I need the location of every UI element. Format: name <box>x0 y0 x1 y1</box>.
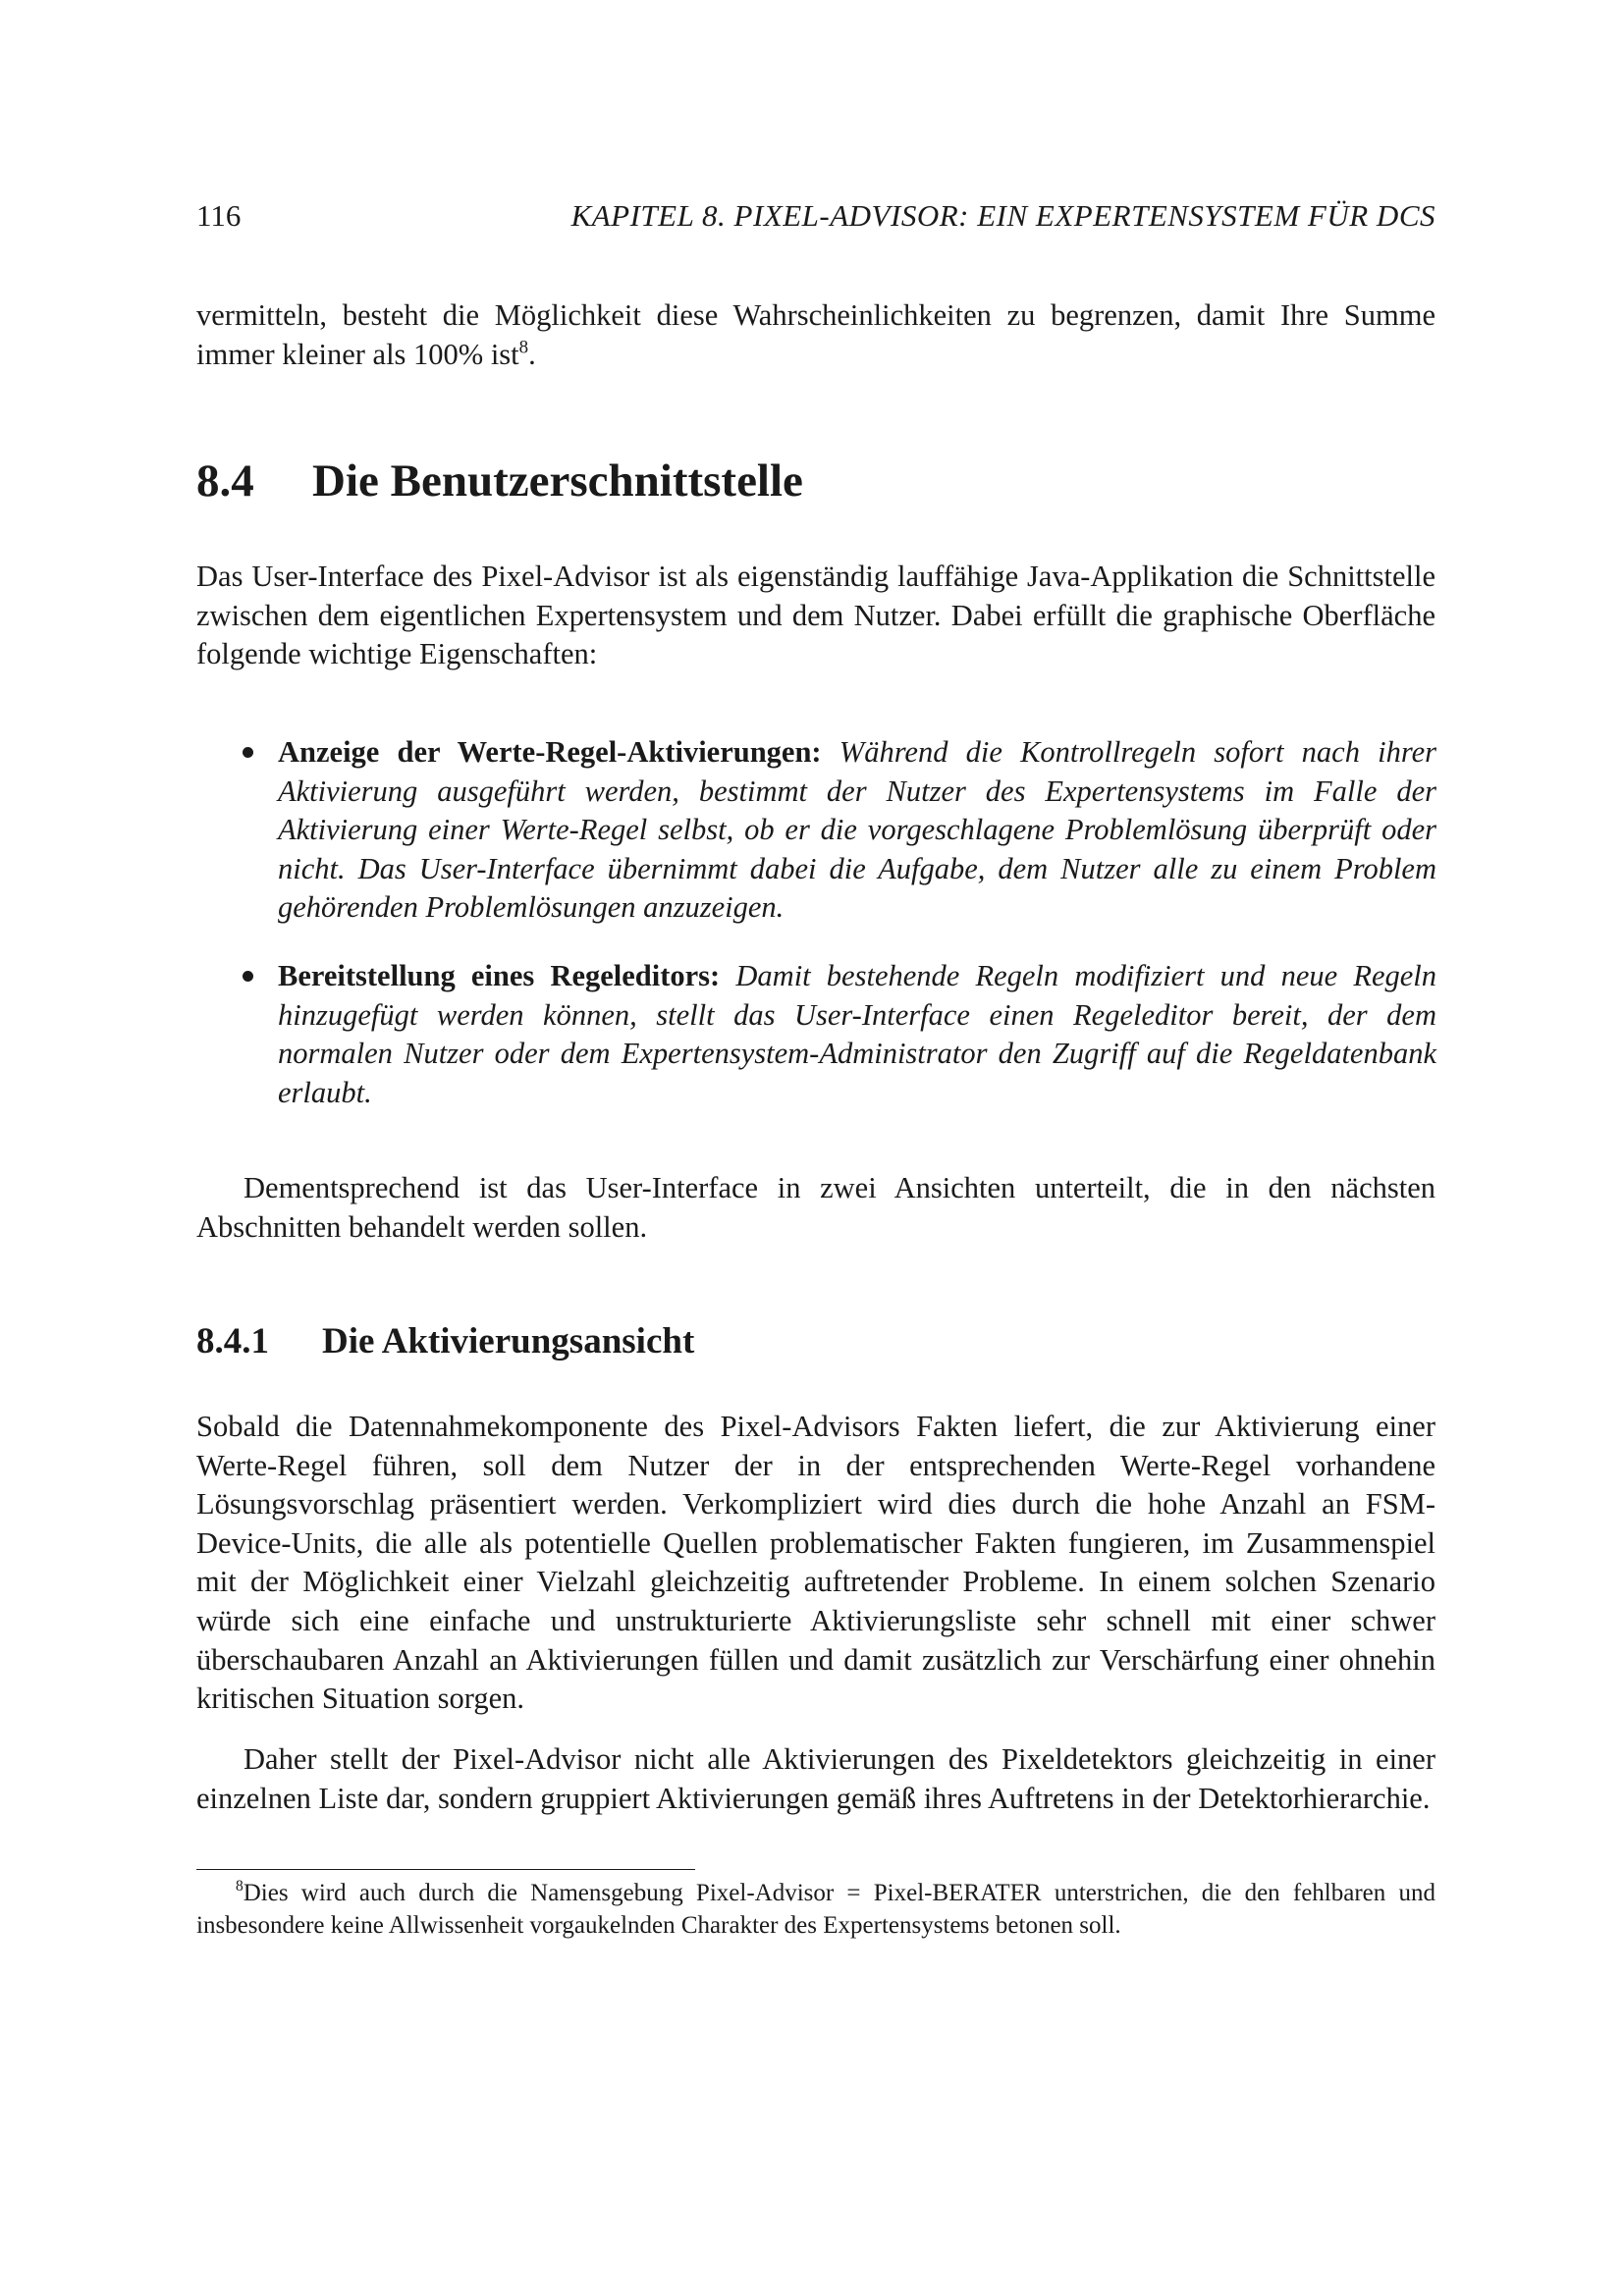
subsection-number: 8.4.1 <box>196 1321 269 1362</box>
bullet-label: Bereitstellung eines Regeleditors: <box>278 959 721 992</box>
bullet-item <box>278 957 1436 1112</box>
intro-paragraph <box>196 296 1435 374</box>
subsection-heading <box>196 1319 1435 1364</box>
intro-text: vermitteln, besteht die Möglichkeit diese Wahrscheinlichkeiten zu begrenzen, damit Ihre Summe immer kleiner als 100% ist <box>196 298 1435 371</box>
footnote-mark: 8 <box>236 1878 244 1896</box>
running-title: KAPITEL 8. PIXEL-ADVISOR: EIN EXPERTENSYSTEM FÜR DCS <box>570 198 1435 233</box>
subsection-paragraph: Daher stellt der Pixel-Advisor nicht alle Aktivierungen des Pixeldetektors gleichzeitig in einer einzelnen Liste dar, sondern gruppiert Aktivierungen gemäß ihres Auftretens in der Detektorhierarchie. <box>196 1742 1435 1815</box>
subsection-paragraph: Sobald die Datennahmekomponente des Pixel-Advisors Fakten liefert, die zur Aktivierung einer Werte-Regel führen, soll dem Nutzer der in der entsprechenden Werte-Regel vorhandene Lösungsvorschlag präsentiert werden. Verkompliziert wird dies durch die hohe Anzahl an FSM-Device-Units, die alle als potentielle Quellen problematischer Fakten fungieren, im Zusammenspiel mit der Möglichkeit einer Vielzahl gleichzeitig auftretender Probleme. In einem solchen Szenario würde sich eine einfache und unstrukturierte Aktivierungsliste sehr schnell mit einer schwer überschaubaren Anzahl an Aktivierungen füllen und damit zusätzlich zur Verschärfung einer ohnehin kritischen Situation sorgen. <box>196 1410 1435 1716</box>
bullet-item <box>278 733 1436 928</box>
section-heading <box>196 454 1435 508</box>
bullet-text: Während die Kontrollregeln sofort nach ihrer Aktivierung ausgeführt werden, bestimmt der Nutzer des Expertensystems im Falle der Aktivierung einer Werte-Regel selbst, ob er die vorgeschlagene Problemlösung überprüft oder nicht. Das User-Interface übernimmt dabei die Aufgabe, dem Nutzer alle zu einem Problem gehörenden Problemlösungen anzuzeigen. <box>278 735 1437 925</box>
page-header <box>196 192 1435 240</box>
bullet-icon <box>243 971 253 982</box>
bullet-text: Damit bestehende Regeln modifiziert und neue Regeln hinzugefügt werden können, stellt das User-Interface einen Regeleditor bereit, der dem normalen Nutzer oder dem Expertensystem-Administrator den Zugriff auf die Regeldatenbank erlaubt. <box>278 959 1436 1109</box>
bullet-icon <box>243 747 253 758</box>
footnote <box>196 1877 1435 1942</box>
closing-paragraph: Dementsprechend ist das User-Interface in zwei Ansichten unterteilt, die in den nächsten Abschnitten behandelt werden sollen. <box>196 1171 1435 1244</box>
section-title: Die Benutzerschnittstelle <box>312 455 803 507</box>
footnote-divider <box>196 1869 695 1870</box>
subsection-title: Die Aktivierungsansicht <box>322 1321 695 1362</box>
section-number: 8.4 <box>196 455 254 507</box>
footnote-text: Dies wird auch durch die Namensgebung Pixel-Advisor = Pixel-BERATER unterstrichen, die den fehlbaren und insbesondere keine Allwissenheit vorgaukelnden Charakter des Expertensystems betonen soll. <box>196 1880 1435 1939</box>
intro-end: . <box>528 337 536 371</box>
page-number: 116 <box>196 198 242 233</box>
section-paragraph: Das User-Interface des Pixel-Advisor ist als eigenständig lauffähige Java-Applikation die Schnittstelle zwischen dem eigentlichen Expertensystem und dem Nutzer. Dabei erfüllt die graphische Oberfläche folgende wichtige Eigenschaften: <box>196 560 1435 671</box>
footnote-reference: 8 <box>518 336 529 357</box>
bullet-label: Anzeige der Werte-Regel-Aktivierungen: <box>278 735 822 769</box>
